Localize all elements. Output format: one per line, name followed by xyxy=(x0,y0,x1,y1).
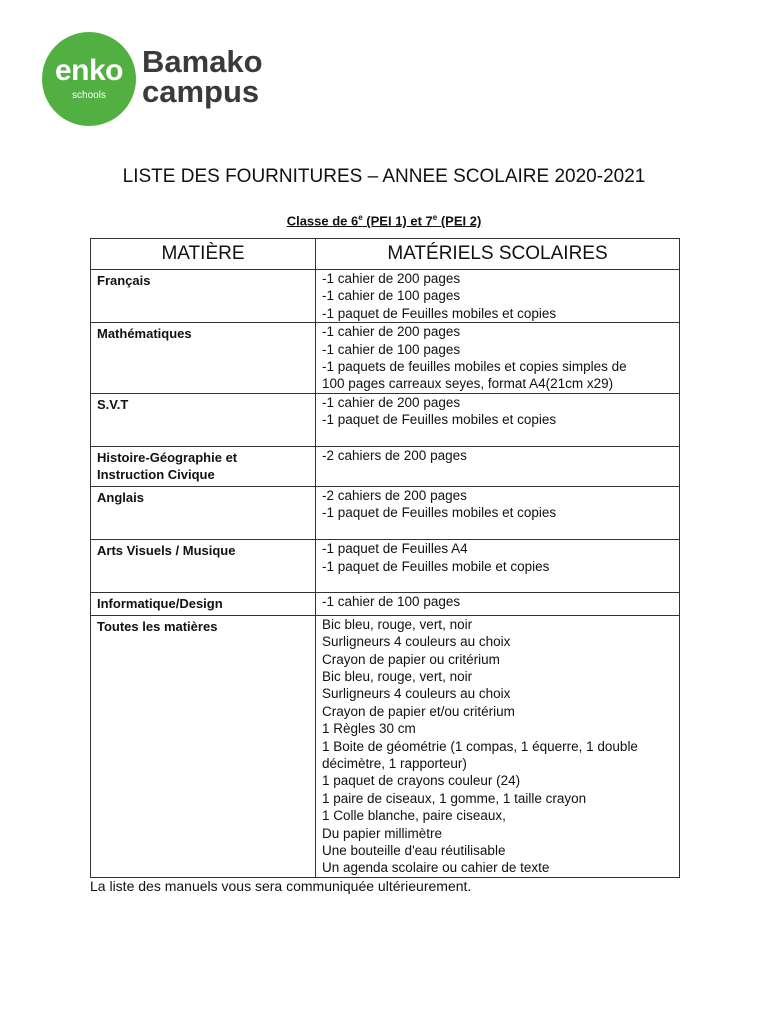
material-item xyxy=(322,575,673,592)
material-item: -2 cahiers de 200 pages xyxy=(322,487,467,503)
subject-cell xyxy=(91,447,316,487)
table-row xyxy=(91,486,680,539)
material-item: -2 cahiers de 200 pages xyxy=(322,448,467,464)
material-item: 1 Boite de géométrie (1 compas, 1 équerre, 1 double xyxy=(322,738,638,754)
logo-sub: schools xyxy=(72,90,106,101)
subject-cell xyxy=(91,270,316,323)
material-item: 100 pages carreaux seyes, format A4(21cm x29) xyxy=(322,376,614,392)
materials-cell xyxy=(316,486,680,539)
document-title: LISTE DES FOURNITURES – ANNEE SCOLAIRE 2020-2021 xyxy=(122,166,646,187)
material-item: Crayon de papier et/ou critérium xyxy=(322,703,515,719)
materials-cell xyxy=(316,593,680,615)
material-item xyxy=(322,429,673,446)
materials-cell xyxy=(316,447,680,487)
material-item: -1 paquets de feuilles mobiles et copies simples de xyxy=(322,359,627,375)
material-item: Surligneurs 4 couleurs au choix xyxy=(322,686,511,702)
subject-cell xyxy=(91,615,316,877)
header-subject: MATIÈRE xyxy=(91,239,316,270)
material-item: 1 paquet de crayons couleur (24) xyxy=(322,773,521,789)
table-row xyxy=(91,593,680,615)
footnote: La liste des manuels vous sera communiquée ultérieurement. xyxy=(90,878,472,894)
subject-label: Arts Visuels / Musique xyxy=(97,543,236,559)
table-header-row xyxy=(91,239,680,270)
materials-cell xyxy=(316,270,680,323)
material-item: -1 cahier de 200 pages xyxy=(322,271,461,286)
logo-city: Bamako xyxy=(142,44,263,79)
document-subtitle xyxy=(0,210,768,229)
materials-cell xyxy=(316,323,680,394)
subject-cell xyxy=(91,540,316,593)
material-item: Bic bleu, rouge, vert, noir xyxy=(322,668,473,684)
material-item: décimètre, 1 rapporteur) xyxy=(322,755,467,771)
subject-cell xyxy=(91,393,316,446)
material-item: Bic bleu, rouge, vert, noir xyxy=(322,616,473,632)
table-row xyxy=(91,323,680,394)
subject-cell xyxy=(91,593,316,615)
table-row xyxy=(91,393,680,446)
subject-label: Mathématiques xyxy=(97,326,192,342)
subtitle-prefix: Classe de 6 xyxy=(286,213,359,229)
header-materials: MATÉRIELS SCOLAIRES xyxy=(316,239,680,270)
subject-label: S.V.T xyxy=(97,396,129,412)
material-item: 1 Règles 30 cm xyxy=(322,721,416,737)
material-item: -1 paquet de Feuilles mobile et copies xyxy=(322,558,550,574)
table-row xyxy=(91,540,680,593)
subtitle-middle: (PEI 1) et 7 xyxy=(362,213,433,229)
material-item: -1 cahier de 100 pages xyxy=(322,594,461,610)
material-item: -1 paquet de Feuilles mobiles et copies xyxy=(322,505,557,521)
materials-cell xyxy=(316,540,680,593)
materials-cell xyxy=(316,393,680,446)
subtitle-sup-2: e xyxy=(432,213,438,222)
material-item: Une bouteille d'eau réutilisable xyxy=(322,843,506,858)
material-item: 1 paire de ciseaux, 1 gomme, 1 taille crayon xyxy=(322,790,587,806)
material-item: Un agenda scolaire ou cahier de texte xyxy=(322,860,550,876)
material-item: -1 cahier de 100 pages xyxy=(322,341,461,357)
logo-brand: enko xyxy=(54,54,124,87)
materials-cell xyxy=(316,615,680,877)
subtitle-sup-1: e xyxy=(358,213,363,222)
logo-campus: campus xyxy=(142,74,260,109)
material-item xyxy=(322,522,673,539)
material-item: Surligneurs 4 couleurs au choix xyxy=(322,634,511,650)
material-item: -1 paquet de Feuilles mobiles et copies xyxy=(322,305,557,321)
subject-label: Toutes les matières xyxy=(97,618,218,634)
supplies-table xyxy=(90,238,680,878)
material-item: -1 cahier de 200 pages xyxy=(322,394,461,410)
table-row xyxy=(91,270,680,323)
table-row xyxy=(91,447,680,487)
table-row xyxy=(91,615,680,877)
material-item: Crayon de papier ou critérium xyxy=(322,651,500,667)
material-item: Du papier millimètre xyxy=(322,825,443,841)
table-body xyxy=(91,270,680,878)
subject-label: Anglais xyxy=(97,489,144,505)
material-item: 1 Colle blanche, paire ciseaux, xyxy=(322,808,506,824)
subject-cell xyxy=(91,323,316,394)
material-item: -1 cahier de 100 pages xyxy=(322,288,461,304)
subtitle-suffix: (PEI 2) xyxy=(437,213,482,229)
subject-label: Français xyxy=(97,273,151,288)
subject-label: Informatique/Design xyxy=(97,596,223,612)
material-item: -1 paquet de Feuilles A4 xyxy=(322,541,468,557)
subject-label: Histoire-Géographie et Instruction Civique xyxy=(97,450,238,483)
material-item: -1 paquet de Feuilles mobiles et copies xyxy=(322,412,557,428)
material-item: -1 cahier de 200 pages xyxy=(322,324,461,340)
subject-cell xyxy=(91,486,316,539)
